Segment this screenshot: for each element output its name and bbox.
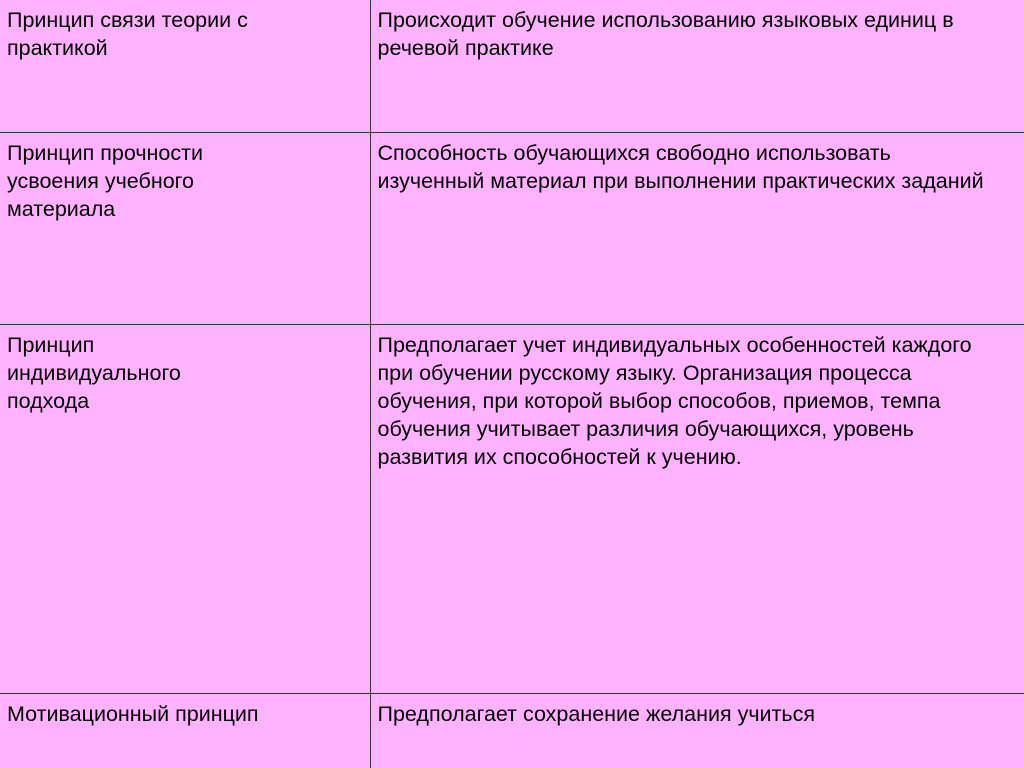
principle-text: Принцип связи теории с практикой: [7, 8, 248, 60]
principle-text: Принцип прочности усвоения учебного материала: [7, 140, 203, 221]
principle-cell: [0, 0, 370, 132]
table-row: [0, 0, 1024, 132]
principle-cell: [0, 693, 370, 768]
description-cell: [370, 325, 1024, 693]
principle-text: Мотивационный принцип: [7, 701, 259, 726]
description-cell: [370, 132, 1024, 325]
description-cell: [370, 0, 1024, 132]
table-row: [0, 693, 1024, 768]
description-text: Предполагает сохранение желания учиться: [377, 701, 816, 726]
description-text: Предполагает учет индивидуальных особенностей каждого при обучении русскому языку. Организация процесса обучения, при которой выбор способов, приемов, темпа обучения учитывает различия обучающихся, уровень развития их способностей к учению.: [377, 333, 972, 470]
description-cell: [370, 693, 1024, 768]
table-row: [0, 132, 1024, 325]
description-text: Способность обучающихся свободно использовать изученный материал при выполнении практических заданий: [377, 140, 984, 193]
description-text: Происходит обучение использованию языковых единиц в речевой практике: [377, 8, 954, 60]
principle-cell: [0, 325, 370, 693]
table-row: [0, 325, 1024, 693]
principle-text: Принцип индивидуального подхода: [7, 333, 181, 414]
principle-cell: [0, 132, 370, 325]
